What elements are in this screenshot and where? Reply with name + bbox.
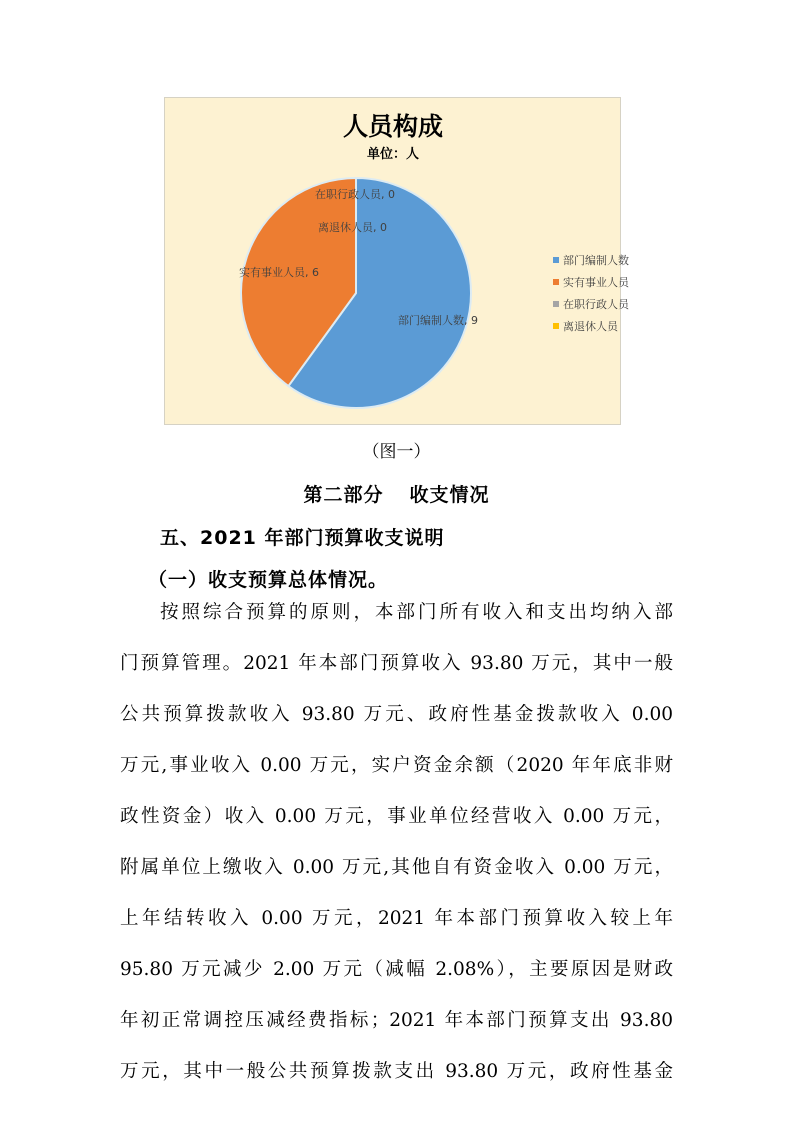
subsection-heading: （一）收支预算总体情况。 (148, 569, 389, 591)
chart-title: 人员构成 (342, 112, 444, 141)
pie-chart (164, 97, 629, 425)
legend-label: 部门编制人数 (563, 254, 629, 267)
section-heading: 五、2021 年部门预算收支说明 (160, 527, 445, 549)
legend-swatch (553, 257, 559, 263)
part-heading (0, 480, 793, 507)
legend-swatch (553, 301, 559, 307)
paragraph-line: 公共预算拨款收入 93.80 万元、政府性基金拨款收入 0.00 (120, 704, 673, 725)
legend-swatch (553, 323, 559, 329)
paragraph-line: 上年结转收入 0.00 万元，2021 年本部门预算收入较上年 (120, 908, 673, 929)
paragraph-line: 95.80 万元减少 2.00 万元（减幅 2.08%），主要原因是财政 (120, 959, 673, 980)
paragraph-line: 年初正常调控压减经费指标；2021 年本部门预算支出 93.80 (120, 1010, 673, 1031)
figure-caption: （图一） (362, 442, 431, 462)
slice-label: 实有事业人员, 6 (239, 266, 319, 279)
paragraph-line: 门预算管理。2021 年本部门预算收入 93.80 万元，其中一般 (120, 653, 673, 674)
slice-label: 部门编制人数, 9 (398, 314, 478, 327)
slice-label: 在职行政人员, 0 (315, 188, 395, 201)
part-heading-right: 收支情况 (409, 484, 490, 506)
legend-label: 离退休人员 (563, 320, 618, 333)
legend-label: 实有事业人员 (563, 276, 629, 289)
paragraph-line: 政性资金）收入 0.00 万元，事业单位经营收入 0.00 万元， (120, 806, 673, 827)
part-heading-left: 第二部分 (303, 484, 384, 506)
paragraph-line: 万元,事业收入 0.00 万元，实户资金余额（2020 年年底非财 (120, 755, 673, 776)
paragraph-line: 附属单位上缴收入 0.00 万元,其他自有资金收入 0.00 万元， (120, 857, 673, 878)
paragraph-line: 按照综合预算的原则，本部门所有收入和支出均纳入部 (160, 602, 673, 623)
legend-label: 在职行政人员 (563, 298, 629, 311)
paragraph-line: 万元，其中一般公共预算拨款支出 93.80 万元，政府性基金 (120, 1061, 673, 1082)
pie-chart-svg (165, 98, 629, 426)
slice-label: 离退休人员, 0 (318, 221, 387, 234)
chart-subtitle: 单位：人 (366, 147, 420, 162)
legend-swatch (553, 279, 559, 285)
